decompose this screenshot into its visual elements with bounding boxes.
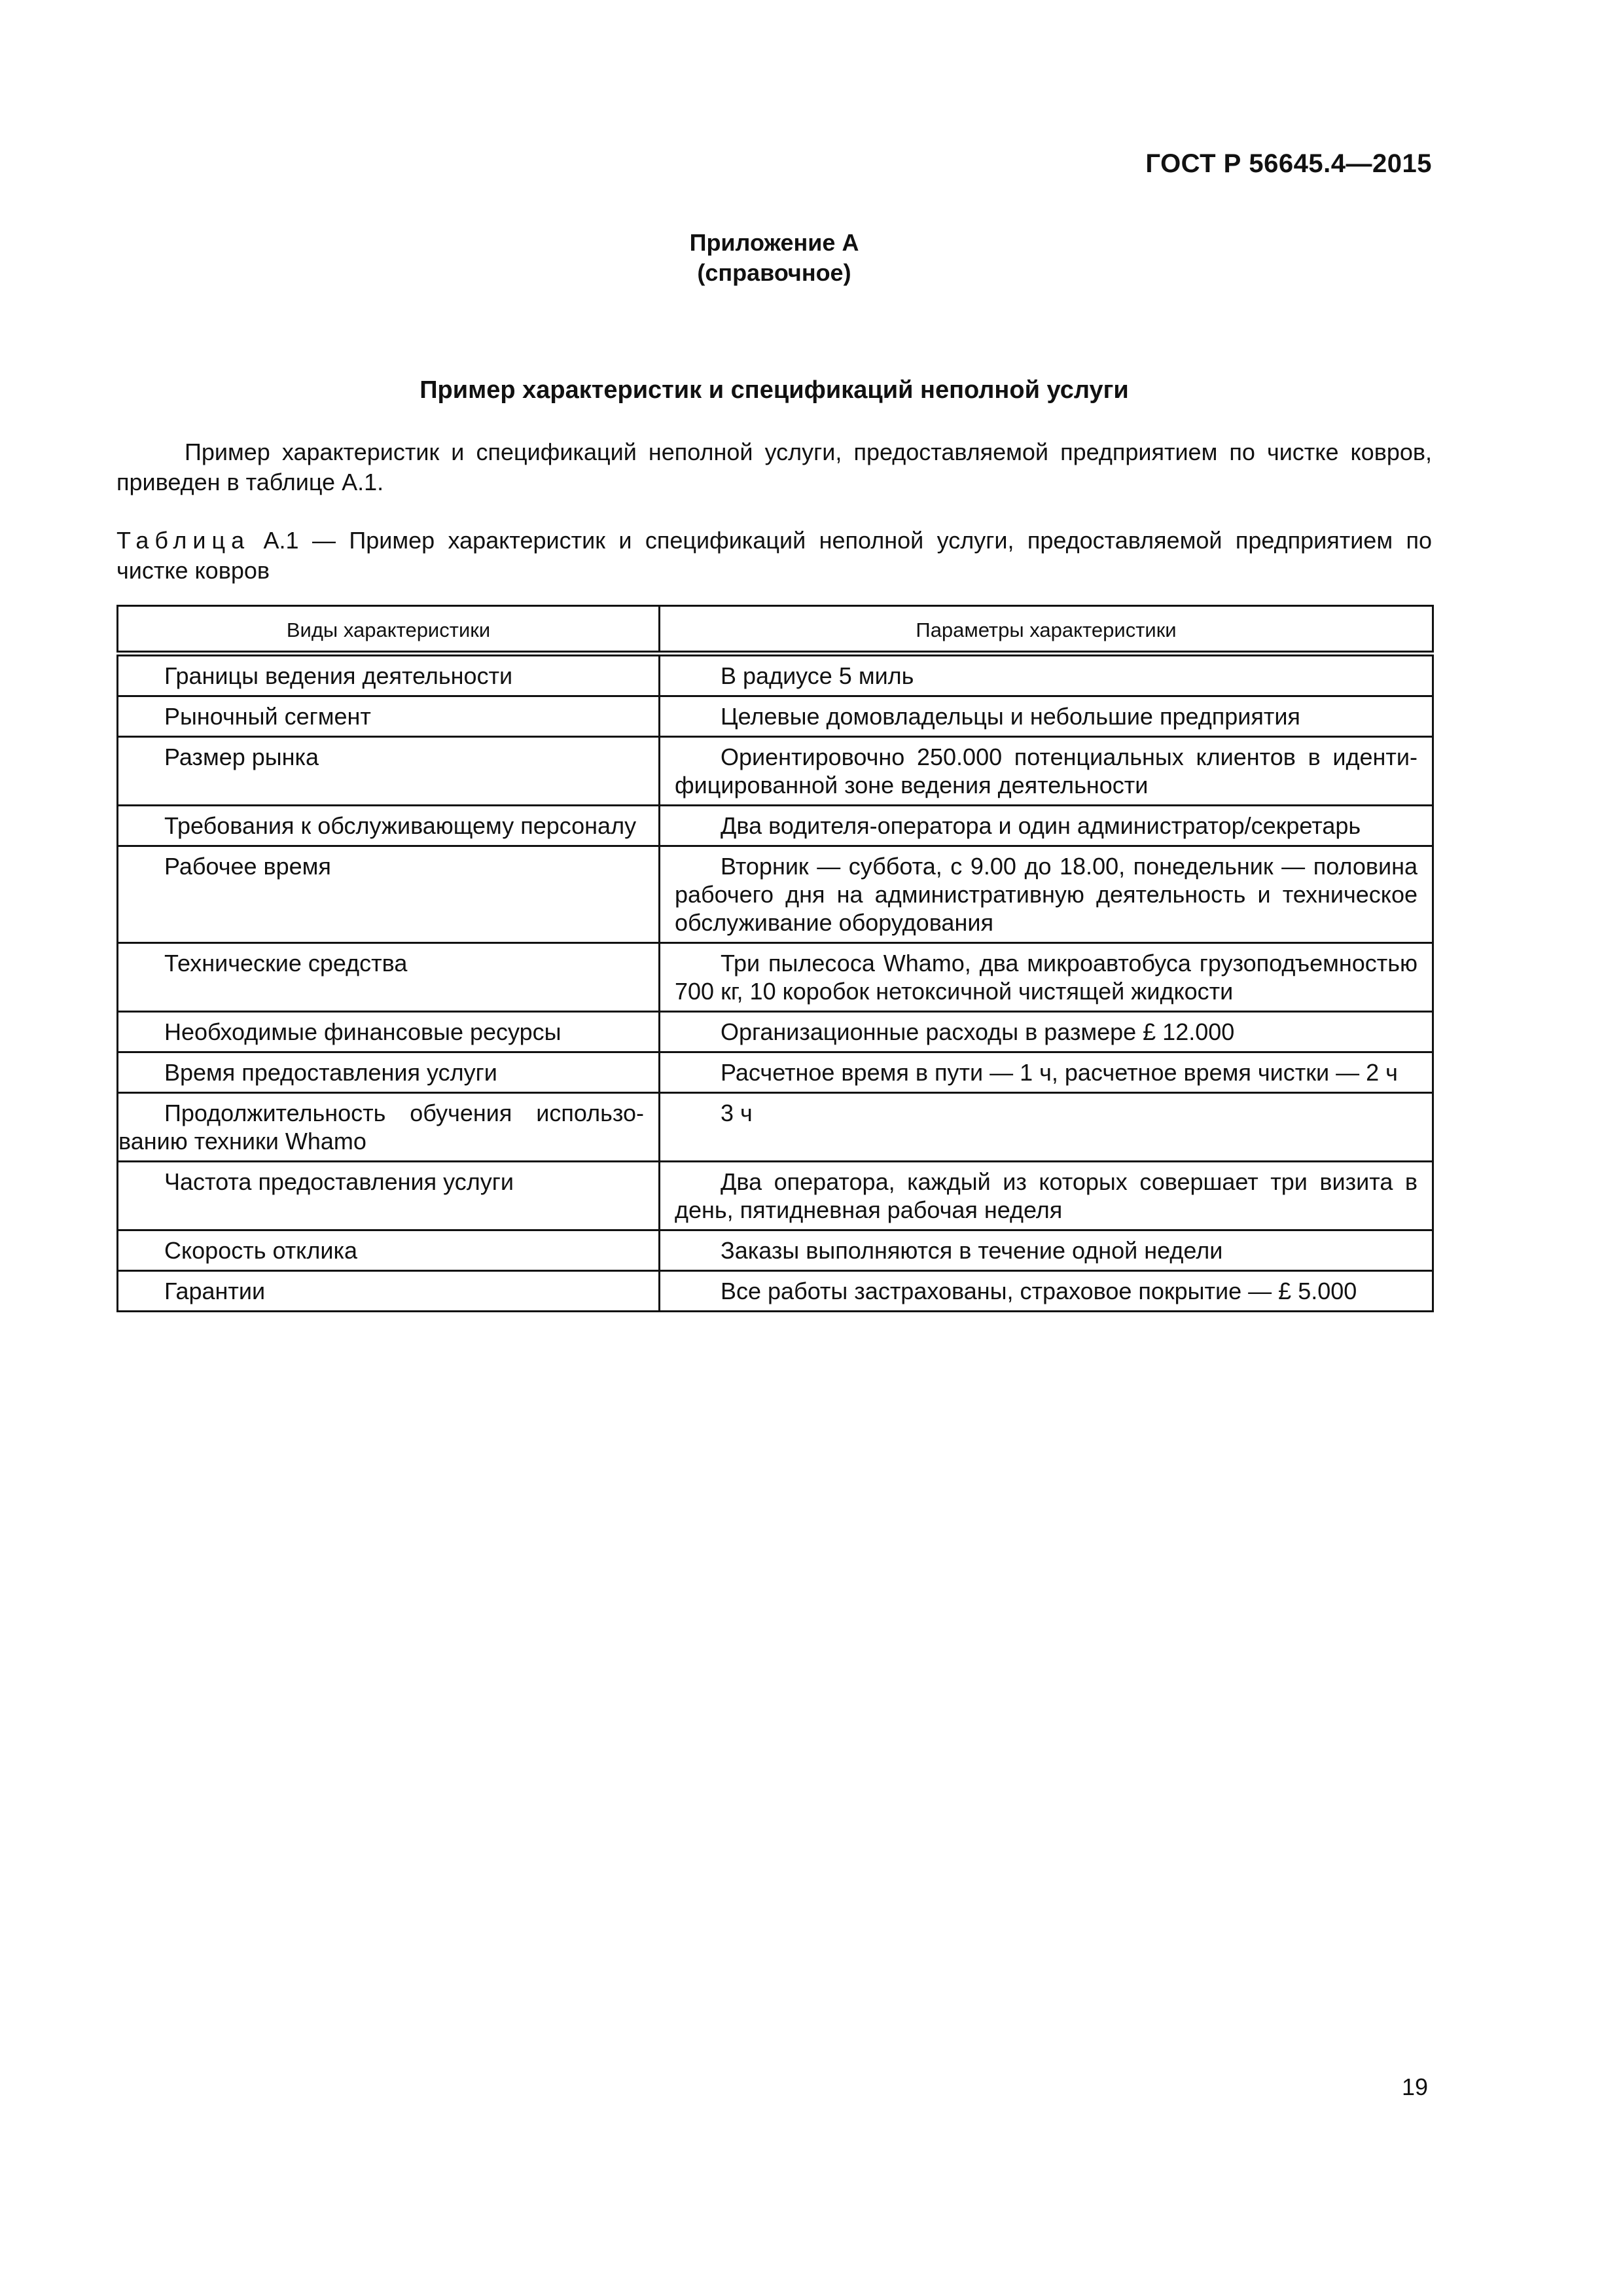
characteristic-type-cell: Технические средства [118,943,660,1012]
characteristic-parameter-cell: Все работы застрахованы, страховое покрытие — £ 5.000 [660,1271,1433,1312]
characteristic-type-cell: Границы ведения деятельности [118,654,660,696]
appendix-status: (справочное) [697,259,851,286]
table-row [118,1052,1433,1093]
appendix-title: Приложение А [689,229,859,256]
column-header-characteristic-parameters: Параметры характеристики [660,606,1433,654]
characteristic-parameter-cell: В радиусе 5 миль [660,654,1433,696]
table-row [118,654,1433,696]
characteristic-type-cell: Размер рынка [118,737,660,806]
characteristic-type-cell: Требования к обслуживающему персоналу [118,806,660,846]
table-header-row [118,606,1433,654]
characteristic-parameter-cell: Организационные расходы в размере £ 12.000 [660,1012,1433,1052]
table-row [118,806,1433,846]
characteristic-parameter-cell: Ориентировочно 250.000 потенциальных клиентов в иденти-фицированной зоне ведения деятельности [660,737,1433,806]
table-row [118,846,1433,943]
characteristic-parameter-cell: Расчетное время в пути — 1 ч, расчетное время чистки — 2 ч [660,1052,1433,1093]
characteristic-parameter-cell: Три пылесоса Whamo, два микроавтобуса грузоподъемностью 700 кг, 10 коробок нетоксичной чистящей жидкости [660,943,1433,1012]
characteristic-parameter-cell: 3 ч [660,1093,1433,1162]
characteristic-type-cell: Частота предоставления услуги [118,1162,660,1230]
page-number: 19 [1401,2073,1428,2100]
characteristic-type-cell: Гарантии [118,1271,660,1312]
document-page [116,0,1432,2296]
table-row [118,1271,1433,1312]
section-title: Пример характеристик и спецификаций неполной услуги [419,376,1129,404]
characteristic-type-cell: Рабочее время [118,846,660,943]
document-code: ГОСТ Р 56645.4—2015 [1145,149,1432,178]
intro-paragraph: Пример характеристик и спецификаций неполной услуги, предоставляемой предприятием по чистке ковров, приведен в таблице А.1. [116,439,1432,495]
characteristic-type-cell: Продолжительность обучения использо-ванию техники Whamo [118,1093,660,1162]
appendix-heading [116,228,1432,288]
characteristic-type-cell: Необходимые финансовые ресурсы [118,1012,660,1052]
characteristic-parameter-cell: Два водителя-оператора и один администратор/секретарь [660,806,1433,846]
characteristic-parameter-cell: Два оператора, каждый из которых совершает три визита в день, пятидневная рабочая неделя [660,1162,1433,1230]
table-row [118,1230,1433,1271]
table-caption-text: А.1 — Пример характеристик и спецификаций неполной услуги, предоставляемой предприятием по чистке ковров [116,527,1432,584]
column-header-characteristic-type: Виды характеристики [118,606,660,654]
characteristic-parameter-cell: Заказы выполняются в течение одной недели [660,1230,1433,1271]
table-row [118,1162,1433,1230]
characteristic-parameter-cell: Вторник — суббота, с 9.00 до 18.00, понедельник — половина рабочего дня на административную деятельность и техническое обслуживание оборудования [660,846,1433,943]
characteristics-table [116,605,1434,1312]
table-caption-label: Таблица [116,527,251,554]
table-caption [116,526,1432,586]
table-row [118,737,1433,806]
table-row [118,1012,1433,1052]
characteristic-type-cell: Скорость отклика [118,1230,660,1271]
table-row [118,696,1433,737]
table-row [118,943,1433,1012]
characteristic-type-cell: Время предоставления услуги [118,1052,660,1093]
characteristic-parameter-cell: Целевые домовладельцы и небольшие предприятия [660,696,1433,737]
table-row [118,1093,1433,1162]
characteristic-type-cell: Рыночный сегмент [118,696,660,737]
